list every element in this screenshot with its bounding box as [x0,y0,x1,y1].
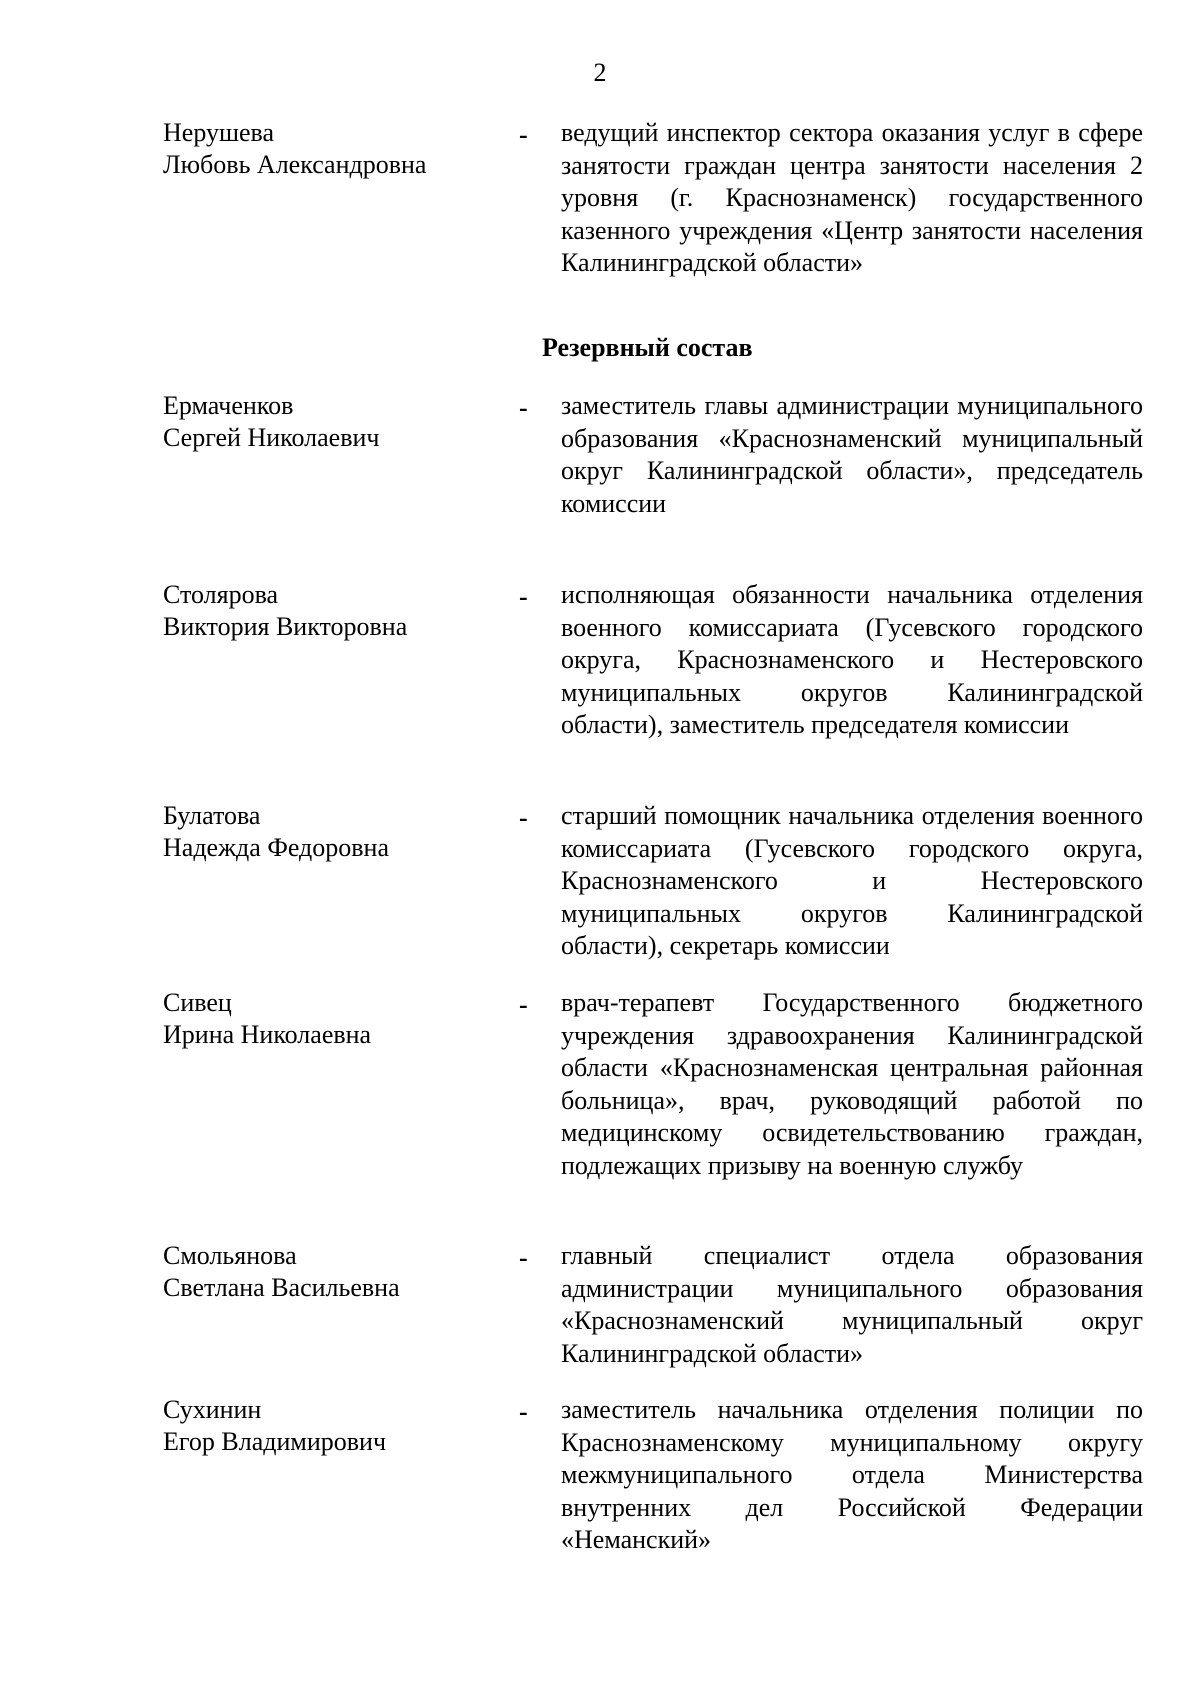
person-role: ведущий инспектор сектора оказания услуг в сфере занятости граждан центра занятости населения 2 уровня (г. Краснознаменск) государственного казенного учреждения «Центр занятости населения Калининградской области» [561,118,1143,277]
dash-separator: - [519,990,528,1019]
person-surname: Сивец [163,988,232,1017]
person-given-name: Ирина Николаевна [163,1020,372,1049]
person-name [163,579,503,643]
person-surname: Смольянова [163,1241,297,1270]
person-name [163,800,503,864]
person-role: заместитель главы администрации муниципального образования «Краснознаменский муниципальный округ Калининградской области», председатель комиссии [561,391,1143,518]
person-surname: Столярова [163,580,279,609]
person-surname: Ермаченков [163,391,294,420]
person-given-name: Виктория Викторовна [163,612,408,641]
person-role: старший помощник начальника отделения военного комиссариата (Гусевского городского округа, Краснознаменского и Нестеровского муниципальных округов Калининградской области), секретарь комиссии [561,801,1143,960]
person-given-name: Светлана Васильевна [163,1273,400,1302]
person-name [163,987,503,1051]
person-role: исполняющая обязанности начальника отделения военного комиссариата (Гусевского городского округа, Краснознаменского и Нестеровского муниципальных округов Калининградской области), заместитель председателя комиссии [561,580,1143,739]
person-name [163,390,503,454]
dash-separator: - [519,803,528,832]
person-surname: Сухинин [163,1395,262,1424]
person-surname: Нерушева [163,118,275,147]
person-given-name: Егор Владимирович [163,1427,387,1456]
dash-separator: - [519,120,528,149]
dash-separator: - [519,1397,528,1426]
person-given-name: Надежда Федоровна [163,833,390,862]
dash-separator: - [519,1243,528,1272]
page-number: 2 [593,58,607,87]
section-heading: Резервный состав [542,333,753,362]
person-role: заместитель начальника отделения полиции по Краснознаменскому муниципальному округу межмуниципального отдела Министерства внутренних дел Российской Федерации «Неманский» [561,1395,1143,1554]
person-given-name: Любовь Александровна [163,150,427,179]
person-role: врач-терапевт Государственного бюджетного учреждения здравоохранения Калининградской области «Краснознаменская центральная районная больница», врач, руководящий работой по медицинскому освидетельствованию граждан, подлежащих призыву на военную службу [561,988,1143,1180]
dash-separator: - [519,582,528,611]
person-surname: Булатова [163,801,261,830]
person-name [163,1394,503,1458]
person-name [163,1240,503,1304]
person-given-name: Сергей Николаевич [163,423,380,452]
person-role: главный специалист отдела образования администрации муниципального образования «Краснознаменский муниципальный округ Калининградской области» [561,1241,1143,1368]
dash-separator: - [519,393,528,422]
person-name [163,117,503,181]
